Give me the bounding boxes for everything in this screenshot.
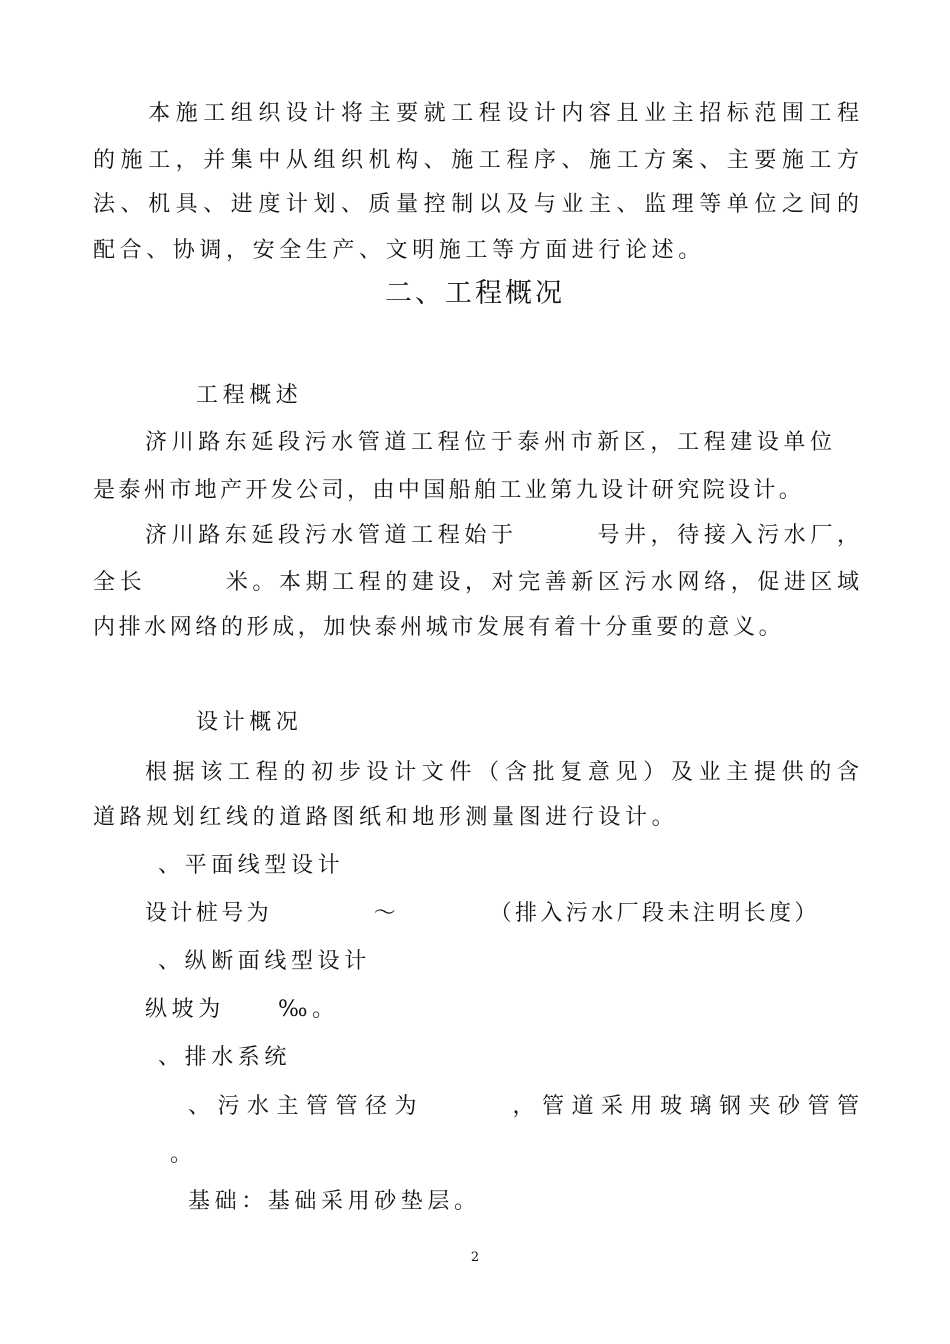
design-line-4: 设计桩号为 ～ （排入污水厂段未注明长度） — [145, 901, 820, 926]
design-line-3: 、平面线型设计 — [158, 853, 345, 878]
design-line-1: 根据该工程的初步设计文件（含批复意见）及业主提供的含 — [145, 760, 859, 785]
overview-line-1: 济川路东延段污水管道工程位于泰州市新区，工程建设单位 — [145, 430, 837, 455]
intro-line-1: 本施工组织设计将主要就工程设计内容且业主招标范围工程 — [93, 101, 859, 126]
intro-line-2: 的施工，并集中从组织机构、施工程序、施工方案、主要施工方 — [93, 148, 859, 173]
overview-heading: 工程概述 — [196, 383, 303, 408]
design-line-7: 、排水系统 — [158, 1045, 292, 1070]
overview-line-2: 是泰州市地产开发公司，由中国船舶工业第九设计研究院设计。 — [93, 478, 805, 503]
overview-line-3: 济川路东延段污水管道工程始于 号井，待接入污水厂， — [145, 523, 859, 548]
design-line-5: 、纵断面线型设计 — [158, 949, 371, 974]
design-line-6: 纵坡为 ‰。 — [145, 997, 339, 1022]
overview-line-4: 全长 米。本期工程的建设，对完善新区污水网络，促进区域 — [93, 570, 859, 595]
intro-line-3: 法、机具、进度计划、质量控制以及与业主、监理等单位之间的 — [93, 192, 859, 217]
design-heading: 设计概况 — [196, 710, 303, 735]
intro-line-4: 配合、协调，安全生产、文明施工等方面进行论述。 — [93, 238, 705, 263]
section-title: 二、工程概况 — [385, 278, 565, 309]
overview-line-5: 内排水网络的形成，加快泰州城市发展有着十分重要的意义。 — [93, 615, 785, 640]
page-number: 2 — [470, 1250, 480, 1265]
design-line-10: 基础：基础采用砂垫层。 — [188, 1189, 481, 1214]
design-line-9: 。 — [170, 1142, 197, 1167]
design-line-8: 、污水主管管径为 ，管道采用玻璃钢夹砂管管 — [188, 1094, 859, 1119]
design-line-2: 道路规划红线的道路图纸和地形测量图进行设计。 — [93, 805, 679, 830]
